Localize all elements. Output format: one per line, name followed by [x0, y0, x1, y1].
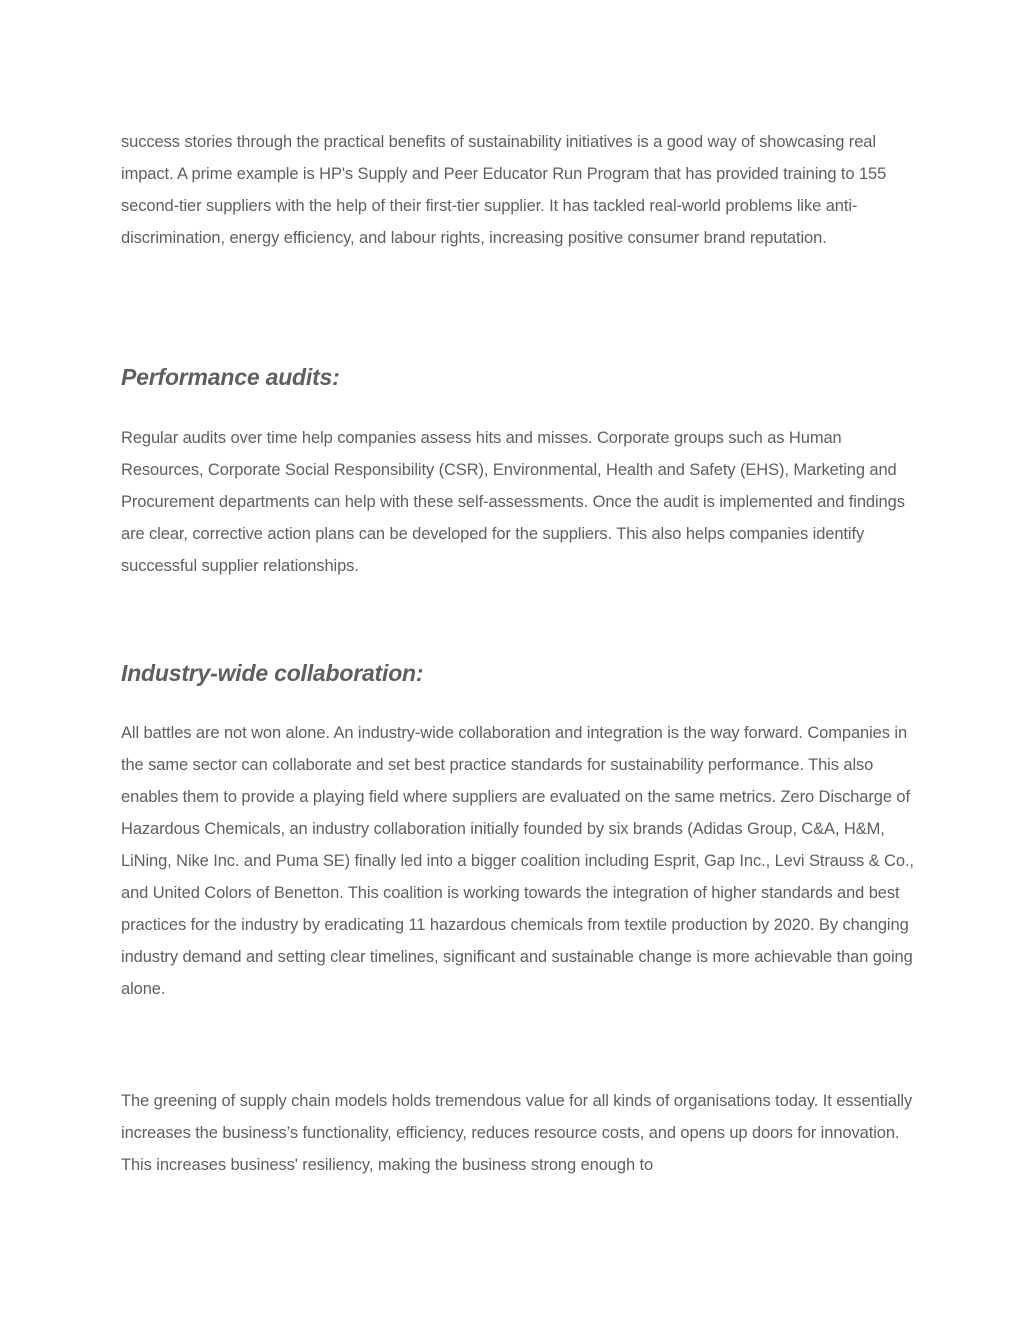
intro-paragraph: success stories through the practical benefits of sustainability initiatives is a good way of showcasing real impact. A prime example is HP's Supply and Peer Educator Run Program that has provided training to 155 second-tier suppliers with the help of their first-tier supplier. It has tackled real-world problems like anti-discrimination, energy efficiency, and labour rights, increasing positive consumer brand reputation. — [121, 133, 887, 247]
closing-paragraph: The greening of supply chain models holds tremendous value for all kinds of organisations today. It essentially increases the business’s functionality, efficiency, reduces resource costs, and opens up doors for innovation. This increases business' resiliency, making the business strong enough to — [121, 1092, 913, 1174]
section-heading-performance-audits: Performance audits: — [121, 364, 340, 390]
section-body-performance-audits: Regular audits over time help companies assess hits and misses. Corporate groups such as Human Resources, Corporate Social Responsibility (CSR), Environmental, Health and Safety (EHS), Marketing and Procurement departments can help with these self-assessments. Once the audit is implemented and findings are clear, corrective action plans can be developed for the suppliers. This also helps companies identify successful supplier relationships. — [121, 429, 905, 575]
section-body-industry-wide-collaboration: All battles are not won alone. An industry-wide collaboration and integration is the way forward. Companies in the same sector can collaborate and set best practice standards for sustainability performance. This also enables them to provide a playing field where suppliers are evaluated on the same metrics. Zero Discharge of Hazardous Chemicals, an industry collaboration initially founded by six brands (Adidas Group, C&A, H&M, LiNing, Nike Inc. and Puma SE) finally led into a bigger coalition including Esprit, Gap Inc., Levi Strauss & Co., and United Colors of Benetton. This coalition is working towards the integration of higher standards and best practices for the industry by eradicating 11 hazardous chemicals from textile production by 2020. By changing industry demand and setting clear timelines, significant and sustainable change is more achievable than going alone. — [121, 724, 914, 998]
section-heading-industry-wide-collaboration: Industry-wide collaboration: — [121, 660, 424, 686]
